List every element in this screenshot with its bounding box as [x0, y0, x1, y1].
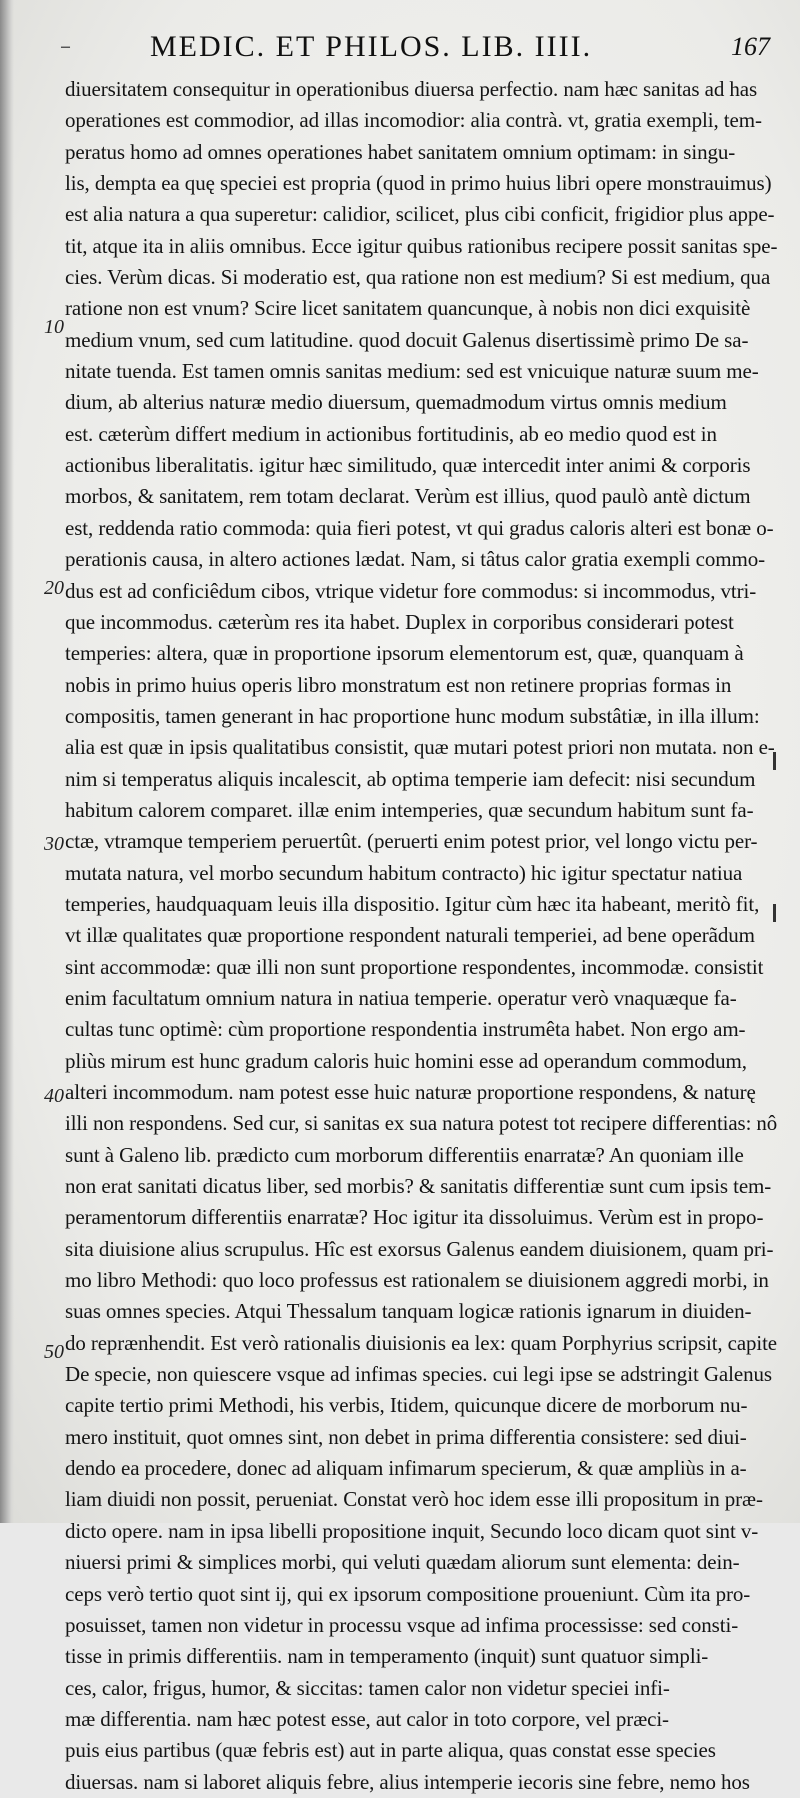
page-gutter-shadow: [0, 0, 14, 1523]
text-line: perationis causa, in altero actiones lædat. Nam, si tâtus calor gratia exempli commo-: [65, 547, 766, 572]
text-line: tisse in primis differentiis. nam in temperamento (inquit) sunt quatuor simpli-: [65, 1644, 709, 1669]
text-line: niuersi primi & simplices morbi, qui veluti quædam aliorum sunt elementa: dein-: [65, 1550, 740, 1575]
text-line: dicto opere. nam in ipsa libelli propositione inquit, Secundo loco dicam quot sint v-: [65, 1518, 759, 1543]
text-line: liam diuidi non possit, perueniat. Constat verò hoc idem esse illi propositum in præ-: [65, 1487, 763, 1512]
text-line: est alia natura a qua superetur: calidior, scilicet, plus cibi conficit, frigidior plus appe-: [65, 202, 775, 227]
text-line: que incommodus. cæterùm res ita habet. Duplex in corporibus considerari potest: [65, 609, 734, 634]
text-line: illi non respondens. Sed cur, si sanitas ex sua natura potest tot recipere differentias: nô: [65, 1111, 778, 1136]
text-line: mero instituit, quot omnes sint, non debet in prima differentia consistere: sed diui-: [65, 1424, 747, 1449]
text-line: diuersitatem consequitur in operationibus diuersa perfectio. nam hæc sanitas ad has: [65, 77, 758, 101]
text-line: sint accommodæ: quæ illi non sunt proportione respondentes, incommodæ. consistit: [65, 954, 764, 979]
text-line: dendo ea procedere, donec ad aliquam infimarum specierum, & quæ ampliùs in a-: [65, 1456, 747, 1481]
text-line: puis eius partibus (quæ febris est) aut in parte aliqua, quas constat esse species: [65, 1738, 716, 1763]
text-line: peramentorum differentiis enarratæ? Hoc igitur ita dissoluimus. Verùm est in propo-: [65, 1205, 764, 1230]
text-line: ces, calor, frigus, humor, & siccitas: tamen calor non videtur speciei infi-: [65, 1675, 670, 1700]
text-line: diuersas. nam si laboret aliquis febre, alius intemperie iecoris sine febre, nemo hos: [65, 1769, 750, 1794]
text-line: morbos, & sanitatem, rem totam declarat. Verùm est illius, quod paulò antè dictum: [65, 484, 751, 509]
text-line: cies. Verùm dicas. Si moderatio est, qua ratione non est medium? Si est medium, qua: [65, 265, 771, 290]
text-line: nitate tuenda. Est tamen omnis sanitas medium: sed est vnicuique naturæ suum me-: [65, 359, 759, 384]
text-line: posuisset, tamen non videtur in processu vsque ad infima processisse: sed consti-: [65, 1612, 739, 1637]
text-line: mo libro Methodi: quo loco professus est rationalem se diuisionem aggredi morbi, in: [65, 1268, 769, 1293]
running-title: MEDIC. ET PHILOS. LIB. IIII.: [150, 30, 593, 63]
text-line: dus est ad conficiêdum cibos, vtrique videtur fore commodus: si incommodus, vtri-: [65, 578, 757, 603]
text-line: actionibus liberalitatis. igitur hæc similitudo, quæ intercedit inter animi & corporis: [65, 453, 751, 478]
text-line: nobis in primo huius operis libro monstratum est non retinere proprias formas in: [65, 672, 732, 697]
margin-line-number: 50: [44, 1341, 64, 1363]
page-number: 167: [731, 32, 770, 61]
text-line: cultas tunc optimè: cùm proportione respondentia instrumêta habet. Non ergo am-: [65, 1017, 746, 1042]
text-line: enim facultatum omnium natura in natiua temperie. operatur verò vnaquæque fa-: [65, 985, 737, 1010]
text-line: habitum calorem comparet. illæ enim intemperies, quæ secundum habitum sunt fa-: [65, 797, 754, 822]
text-line: ceps verò tertio quot sint ij, qui ex ipsorum compositione proueniunt. Cùm ita pro-: [65, 1581, 751, 1606]
text-line: sita diuisione alius scrupulus. Hîc est exorsus Galenus eandem diuisionem, quam pri-: [65, 1236, 774, 1261]
text-line: pliùs mirum est hunc gradum caloris huic homini esse ad operandum commodum,: [65, 1048, 747, 1073]
text-line: sunt à Galeno lib. prædicto cum morborum differentiis enarratæ? An quoniam ille: [65, 1142, 744, 1167]
text-column: [65, 74, 777, 1798]
text-line: nim si temperatus aliquis incalescit, ab optima temperie iam defecit: nisi secundum: [65, 766, 756, 791]
header-dash: –: [60, 34, 71, 59]
text-line: alteri incommodum. nam potest esse huic naturæ proportione respondens, & naturę: [65, 1080, 756, 1104]
text-line: mæ differentia. nam hæc potest esse, aut calor in toto corpore, vel præci-: [65, 1706, 669, 1731]
margin-line-number: 40: [44, 1085, 64, 1107]
margin-line-number: 20: [44, 577, 64, 599]
text-line: non erat sanitati dicatus liber, sed morbis? & sanitatis differentiæ sunt cum ipsis tem-: [65, 1174, 772, 1199]
running-header: [60, 30, 775, 66]
text-line: do reprænhendit. Est verò rationalis diuisionis ea lex: quam Porphyrius scripsit, capite: [65, 1330, 777, 1355]
margin-line-number: 10: [44, 316, 64, 338]
text-line: est. cæterùm differt medium in actionibus fortitudinis, ab eo medio quod est in: [65, 421, 717, 446]
text-line: medium vnum, sed cum latitudine. quod docuit Galenus disertissimè primo De sa-: [65, 327, 749, 352]
text-line: ratione non est vnum? Scire licet sanitatem quancunque, à nobis non dici exquisitè: [65, 296, 751, 321]
text-line: alia est quæ in ipsis qualitatibus consistit, quæ mutari potest priori non mutata. non e-: [65, 735, 775, 760]
text-line: vt illæ qualitates quæ proportione respondent naturali temperiei, ad bene operãdum: [65, 923, 755, 948]
text-line: tit, atque ita in aliis omnibus. Ecce igitur quibus rationibus recipere possit sanitas spe-: [65, 233, 778, 258]
text-line: De specie, non quiescere vsque ad infimas species. cui legi ipse se adstringit Galenus: [65, 1362, 772, 1387]
text-line: est, reddenda ratio commoda: quia fieri potest, vt qui gradus caloris alteri est bonæ o-: [65, 515, 774, 540]
text-line: mutata natura, vel morbo secundum habitum contracto) hic igitur spectatur natiua: [65, 860, 743, 885]
text-line: peratus homo ad omnes operationes habet sanitatem omnium optimam: in singu-: [65, 139, 736, 164]
text-line: compositis, tamen generant in hac proportione hunc modum substâtiæ, in illa illum:: [65, 703, 760, 728]
text-line: operationes est commodior, ad illas incomodior: alia contrà. vt, gratia exempli, tem-: [65, 108, 762, 133]
text-line: dium, ab alterius naturæ medio diuersum, quemadmodum virtus omnis medium: [65, 390, 727, 415]
text-line: ctæ, vtramque temperiem peruertût. (peruerti enim potest prior, vel longo victu per-: [65, 829, 758, 854]
text-line: suas omnes species. Atqui Thessalum tanquam logicæ rationis ignarum in diuiden-: [65, 1299, 752, 1324]
text-line: temperies, haudquaquam leuis illa dispositio. Igitur cùm hæc ita habeant, meritò fit,: [65, 891, 760, 916]
text-line: temperies: altera, quæ in proportione ipsorum elementorum est, quæ, quanquam à: [65, 641, 744, 666]
text-line: capite tertio primi Methodi, his verbis, Itidem, quicunque dicere de morborum nu-: [65, 1393, 748, 1418]
margin-line-number: 30: [44, 833, 64, 855]
text-line: lis, dempta ea quę speciei est propria (quod in primo huius libri opere monstrauimus): [65, 171, 772, 196]
